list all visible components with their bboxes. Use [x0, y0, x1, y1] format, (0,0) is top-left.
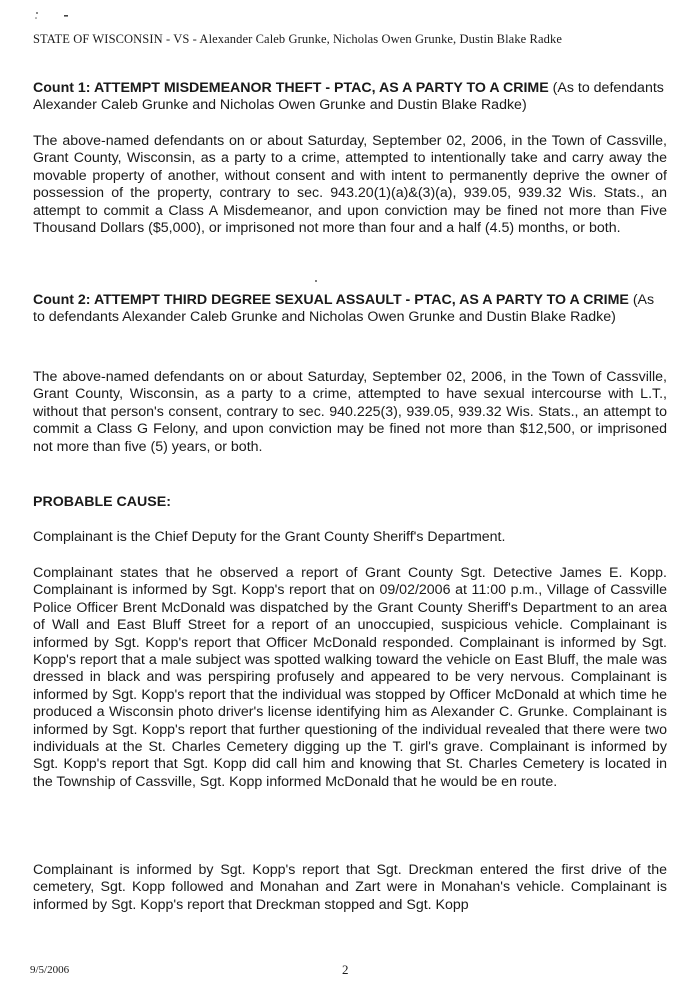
case-caption: STATE OF WISCONSIN - VS - Alexander Caleb Grunke, Nicholas Owen Grunke, Dustin Blake Radke	[33, 32, 562, 46]
count-1-heading	[33, 80, 667, 115]
count-2-body: The above-named defendants on or about Saturday, September 02, 2006, in the Town of Cassville, Grant County, Wisconsin, as a party to a crime, attempted to have sexual intercourse with L.T., without that person's consent, contrary to sec. 940.225(3), 939.05, 939.32 Wis. Stats., an attempt to commit a Class G Felony, and upon conviction may be fined not more than $12,500, or imprisoned not more than five (5) years, or both.	[33, 369, 667, 455]
probable-cause-paragraph: Complainant states that he observed a report of Grant County Sgt. Detective James E. Kopp. Complainant is informed by Sgt. Kopp's report that on 09/02/2006 at 11:00 p.m., Village of Cassville Police Officer Brent McDonald was dispatched by the Grant County Sheriff's Department to an area of Wall and East Bluff Street for a report of an unoccupied, suspicious vehicle. Complainant is informed by Sgt. Kopp's report that Officer McDonald responded. Complainant is informed by Sgt. Kopp's report that a male subject was spotted walking toward the vehicle on East Bluff, the male was dressed in black and was perspiring profusely and appeared to be very nervous. Complainant is informed by Sgt. Kopp's report that the individual was stopped by Officer McDonald at which time he produced a Wisconsin photo driver's license identifying him as Alexander C. Grunke. Complainant is informed by Sgt. Kopp's report that further questioning of the individual revealed that there were two individuals at the St. Charles Cemetery digging up the T. girl's grave. Complainant is informed by Sgt. Kopp's report that Sgt. Kopp did call him and knowing that St. Charles Cemetery is located in the Township of Cassville, Sgt. Kopp informed McDonald that he would be en route.	[33, 565, 667, 790]
count-2-title: Count 2: ATTEMPT THIRD DEGREE SEXUAL ASSAULT - PTAC, AS A PARTY TO A CRIME	[33, 292, 629, 308]
count-2-heading	[33, 292, 667, 327]
footer-date: 9/5/2006	[30, 964, 70, 976]
scan-specks	[0, 0, 80, 30]
probable-cause-paragraph: Complainant is informed by Sgt. Kopp's report that Sgt. Dreckman entered the first drive of the cemetery, Sgt. Kopp followed and Monahan and Zart were in Monahan's vehicle. Complainant is informed by Sgt. Kopp's report that Dreckman stopped and Sgt. Kopp	[33, 862, 667, 913]
probable-cause-paragraph: Complainant is the Chief Deputy for the Grant County Sheriff's Department.	[33, 529, 506, 545]
page-number: 2	[342, 962, 349, 977]
count-1-body: The above-named defendants on or about Saturday, September 02, 2006, in the Town of Cassville, Grant County, Wisconsin, as a party to a crime, attempted to intentionally take and carry away the movable property of another, without consent and with intent to permanently deprive the owner of possession of the property, contrary to sec. 943.20(1)(a)&(3)(a), 939.05, 939.32 Wis. Stats., an attempt to commit a Class A Misdemeanor, and upon conviction may be fined not more than Five Thousand Dollars ($5,000), or imprisoned not more than four and a half (4.5) months, or both.	[33, 133, 667, 237]
count-1-defendants: (As to defendants Alexander Caleb Grunke and Nicholas Owen Grunke and Dustin Blake Radke)	[33, 80, 664, 114]
count-2-defendants: (As to defendants Alexander Caleb Grunke and Nicholas Owen Grunke and Dustin Blake Radke)	[33, 292, 655, 326]
count-1-title: Count 1: ATTEMPT MISDEMEANOR THEFT - PTAC, AS A PARTY TO A CRIME	[33, 80, 549, 96]
scan-speck	[315, 280, 317, 282]
probable-cause-heading: PROBABLE CAUSE:	[33, 494, 171, 510]
